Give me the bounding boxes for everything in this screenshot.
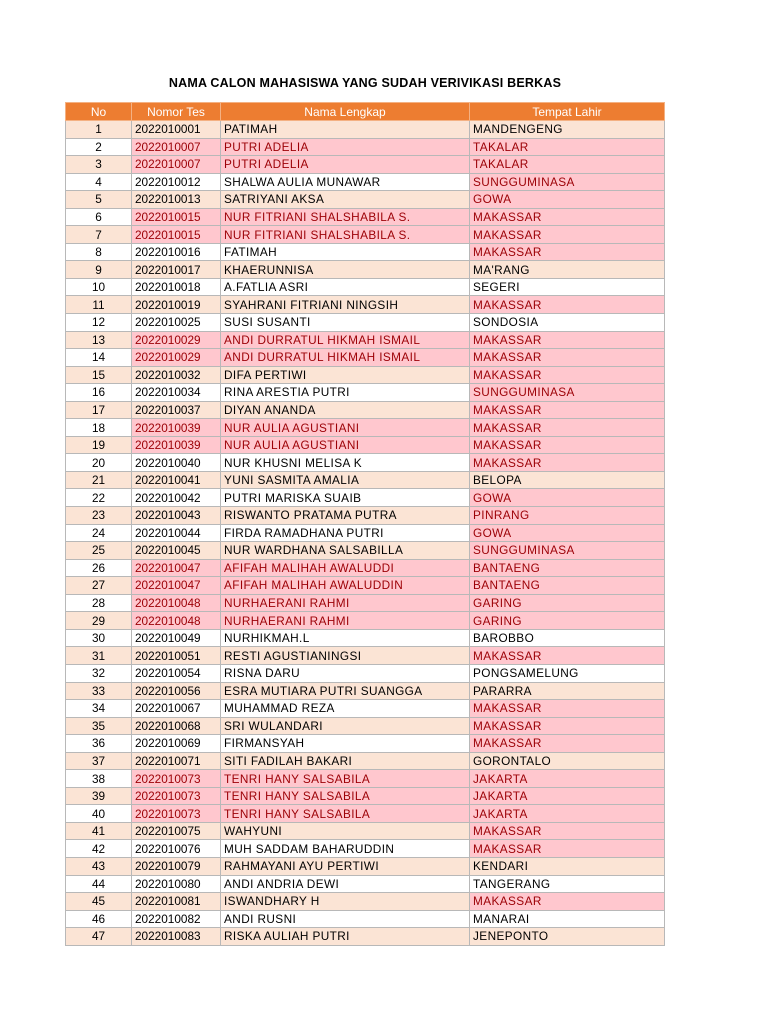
table-row [66, 910, 665, 928]
cell-no: 11 [66, 296, 132, 314]
cell-no: 34 [66, 700, 132, 718]
table-row [66, 612, 665, 630]
table-row [66, 875, 665, 893]
column-header-nama-lengkap: Nama Lengkap [221, 103, 470, 121]
cell-nama-lengkap: NUR KHUSNI MELISA K [221, 454, 470, 472]
cell-nomor-tes: 2022010056 [132, 682, 221, 700]
cell-nomor-tes: 2022010047 [132, 577, 221, 595]
cell-nama-lengkap: SRI WULANDARI [221, 717, 470, 735]
cell-tempat-lahir: MAKASSAR [470, 436, 665, 454]
cell-tempat-lahir: JAKARTA [470, 770, 665, 788]
table-row [66, 401, 665, 419]
cell-tempat-lahir: MAKASSAR [470, 296, 665, 314]
cell-nomor-tes: 2022010039 [132, 419, 221, 437]
cell-no: 43 [66, 857, 132, 875]
cell-nama-lengkap: DIYAN ANANDA [221, 401, 470, 419]
cell-tempat-lahir: MAKASSAR [470, 822, 665, 840]
cell-no: 24 [66, 524, 132, 542]
cell-nama-lengkap: RAHMAYANI AYU PERTIWI [221, 857, 470, 875]
cell-no: 12 [66, 314, 132, 332]
cell-no: 33 [66, 682, 132, 700]
cell-nomor-tes: 2022010019 [132, 296, 221, 314]
cell-no: 26 [66, 559, 132, 577]
cell-nomor-tes: 2022010029 [132, 331, 221, 349]
table-row [66, 524, 665, 542]
cell-tempat-lahir: GARING [470, 594, 665, 612]
cell-no: 35 [66, 717, 132, 735]
cell-tempat-lahir: MAKASSAR [470, 419, 665, 437]
cell-no: 3 [66, 156, 132, 174]
table-row [66, 419, 665, 437]
table-row [66, 156, 665, 174]
cell-tempat-lahir: GARING [470, 612, 665, 630]
cell-nomor-tes: 2022010037 [132, 401, 221, 419]
cell-nama-lengkap: RISKA AULIAH PUTRI [221, 928, 470, 946]
cell-no: 1 [66, 121, 132, 139]
table-row [66, 507, 665, 525]
cell-nomor-tes: 2022010049 [132, 629, 221, 647]
cell-nomor-tes: 2022010067 [132, 700, 221, 718]
cell-no: 8 [66, 243, 132, 261]
cell-tempat-lahir: MAKASSAR [470, 226, 665, 244]
cell-nomor-tes: 2022010081 [132, 893, 221, 911]
cell-nama-lengkap: RISWANTO PRATAMA PUTRA [221, 507, 470, 525]
cell-nomor-tes: 2022010075 [132, 822, 221, 840]
cell-nama-lengkap: AFIFAH MALIHAH AWALUDDIN [221, 577, 470, 595]
cell-nama-lengkap: PUTRI ADELIA [221, 138, 470, 156]
cell-nama-lengkap: RINA ARESTIA PUTRI [221, 384, 470, 402]
cell-tempat-lahir: MAKASSAR [470, 366, 665, 384]
column-header-tempat-lahir: Tempat Lahir [470, 103, 665, 121]
cell-no: 44 [66, 875, 132, 893]
table-row [66, 682, 665, 700]
cell-nomor-tes: 2022010007 [132, 156, 221, 174]
cell-tempat-lahir: MAKASSAR [470, 243, 665, 261]
table-row [66, 805, 665, 823]
table-row [66, 928, 665, 946]
cell-nama-lengkap: TENRI HANY SALSABILA [221, 805, 470, 823]
cell-tempat-lahir: GOWA [470, 191, 665, 209]
cell-no: 29 [66, 612, 132, 630]
cell-nama-lengkap: WAHYUNI [221, 822, 470, 840]
table-row [66, 243, 665, 261]
table-row [66, 735, 665, 753]
cell-tempat-lahir: MANDENGENG [470, 121, 665, 139]
table-row [66, 629, 665, 647]
column-header-no: No [66, 103, 132, 121]
column-header-nomor-tes: Nomor Tes [132, 103, 221, 121]
cell-tempat-lahir: TANGERANG [470, 875, 665, 893]
cell-nomor-tes: 2022010045 [132, 542, 221, 560]
table-row [66, 296, 665, 314]
cell-nomor-tes: 2022010047 [132, 559, 221, 577]
cell-nama-lengkap: SITI FADILAH BAKARI [221, 752, 470, 770]
cell-nama-lengkap: TENRI HANY SALSABILA [221, 787, 470, 805]
cell-no: 4 [66, 173, 132, 191]
table-row [66, 278, 665, 296]
cell-no: 27 [66, 577, 132, 595]
cell-nomor-tes: 2022010082 [132, 910, 221, 928]
cell-nama-lengkap: PATIMAH [221, 121, 470, 139]
cell-tempat-lahir: JENEPONTO [470, 928, 665, 946]
cell-nama-lengkap: MUHAMMAD REZA [221, 700, 470, 718]
table-row [66, 700, 665, 718]
table-row [66, 822, 665, 840]
cell-nama-lengkap: DIFA PERTIWI [221, 366, 470, 384]
cell-no: 18 [66, 419, 132, 437]
table-row [66, 770, 665, 788]
table-header-row [66, 103, 665, 121]
cell-tempat-lahir: SONDOSIA [470, 314, 665, 332]
cell-nomor-tes: 2022010043 [132, 507, 221, 525]
cell-nomor-tes: 2022010054 [132, 664, 221, 682]
cell-tempat-lahir: JAKARTA [470, 805, 665, 823]
table-row [66, 471, 665, 489]
cell-nama-lengkap: KHAERUNNISA [221, 261, 470, 279]
cell-tempat-lahir: MA'RANG [470, 261, 665, 279]
cell-tempat-lahir: KENDARI [470, 857, 665, 875]
cell-nomor-tes: 2022010016 [132, 243, 221, 261]
cell-no: 7 [66, 226, 132, 244]
cell-nama-lengkap: FIRMANSYAH [221, 735, 470, 753]
table-row [66, 138, 665, 156]
cell-no: 14 [66, 349, 132, 367]
table-row [66, 454, 665, 472]
cell-nama-lengkap: MUH SADDAM BAHARUDDIN [221, 840, 470, 858]
table-row [66, 559, 665, 577]
table-row [66, 436, 665, 454]
table-row [66, 366, 665, 384]
cell-nomor-tes: 2022010039 [132, 436, 221, 454]
cell-nomor-tes: 2022010017 [132, 261, 221, 279]
cell-nama-lengkap: NUR AULIA AGUSTIANI [221, 419, 470, 437]
cell-no: 40 [66, 805, 132, 823]
cell-tempat-lahir: GORONTALO [470, 752, 665, 770]
cell-nomor-tes: 2022010032 [132, 366, 221, 384]
cell-nama-lengkap: TENRI HANY SALSABILA [221, 770, 470, 788]
cell-no: 47 [66, 928, 132, 946]
table-row [66, 787, 665, 805]
cell-nomor-tes: 2022010042 [132, 489, 221, 507]
cell-tempat-lahir: SUNGGUMINASA [470, 173, 665, 191]
table-row [66, 226, 665, 244]
cell-nama-lengkap: NURHAERANI RAHMI [221, 612, 470, 630]
cell-nomor-tes: 2022010041 [132, 471, 221, 489]
cell-tempat-lahir: MAKASSAR [470, 893, 665, 911]
table-row [66, 331, 665, 349]
cell-nomor-tes: 2022010044 [132, 524, 221, 542]
cell-nomor-tes: 2022010073 [132, 805, 221, 823]
cell-no: 17 [66, 401, 132, 419]
cell-no: 5 [66, 191, 132, 209]
cell-nama-lengkap: ISWANDHARY H [221, 893, 470, 911]
cell-tempat-lahir: MAKASSAR [470, 735, 665, 753]
table-row [66, 121, 665, 139]
cell-tempat-lahir: MANARAI [470, 910, 665, 928]
cell-nama-lengkap: NUR WARDHANA SALSABILLA [221, 542, 470, 560]
table-row [66, 208, 665, 226]
cell-no: 41 [66, 822, 132, 840]
cell-no: 39 [66, 787, 132, 805]
cell-nama-lengkap: NURHIKMAH.L [221, 629, 470, 647]
page-title: NAMA CALON MAHASISWA YANG SUDAH VERIVIKASI BERKAS [168, 76, 562, 90]
cell-no: 46 [66, 910, 132, 928]
cell-no: 25 [66, 542, 132, 560]
cell-tempat-lahir: MAKASSAR [470, 454, 665, 472]
cell-tempat-lahir: JAKARTA [470, 787, 665, 805]
cell-no: 19 [66, 436, 132, 454]
cell-no: 42 [66, 840, 132, 858]
table-row [66, 261, 665, 279]
cell-nama-lengkap: ANDI DURRATUL HIKMAH ISMAIL [221, 349, 470, 367]
cell-no: 6 [66, 208, 132, 226]
cell-nomor-tes: 2022010048 [132, 594, 221, 612]
cell-tempat-lahir: BANTAENG [470, 559, 665, 577]
cell-no: 9 [66, 261, 132, 279]
cell-nama-lengkap: AFIFAH MALIHAH AWALUDDI [221, 559, 470, 577]
cell-no: 2 [66, 138, 132, 156]
cell-nomor-tes: 2022010076 [132, 840, 221, 858]
cell-no: 37 [66, 752, 132, 770]
cell-tempat-lahir: TAKALAR [470, 138, 665, 156]
cell-nomor-tes: 2022010068 [132, 717, 221, 735]
cell-nomor-tes: 2022010025 [132, 314, 221, 332]
cell-tempat-lahir: PINRANG [470, 507, 665, 525]
cell-nama-lengkap: NUR AULIA AGUSTIANI [221, 436, 470, 454]
table-row [66, 840, 665, 858]
cell-nama-lengkap: ANDI RUSNI [221, 910, 470, 928]
cell-nomor-tes: 2022010034 [132, 384, 221, 402]
cell-nama-lengkap: SYAHRANI FITRIANI NINGSIH [221, 296, 470, 314]
cell-tempat-lahir: MAKASSAR [470, 717, 665, 735]
table-row [66, 664, 665, 682]
cell-tempat-lahir: MAKASSAR [470, 401, 665, 419]
cell-nomor-tes: 2022010073 [132, 770, 221, 788]
cell-nomor-tes: 2022010001 [132, 121, 221, 139]
cell-tempat-lahir: SUNGGUMINASA [470, 542, 665, 560]
cell-nomor-tes: 2022010080 [132, 875, 221, 893]
cell-tempat-lahir: MAKASSAR [470, 208, 665, 226]
cell-tempat-lahir: MAKASSAR [470, 840, 665, 858]
table-row [66, 542, 665, 560]
cell-tempat-lahir: TAKALAR [470, 156, 665, 174]
table-row [66, 647, 665, 665]
cell-no: 36 [66, 735, 132, 753]
cell-tempat-lahir: BELOPA [470, 471, 665, 489]
cell-tempat-lahir: BANTAENG [470, 577, 665, 595]
cell-nama-lengkap: ANDI DURRATUL HIKMAH ISMAIL [221, 331, 470, 349]
cell-nomor-tes: 2022010048 [132, 612, 221, 630]
cell-no: 28 [66, 594, 132, 612]
cell-nama-lengkap: SUSI SUSANTI [221, 314, 470, 332]
cell-nama-lengkap: A.FATLIA ASRI [221, 278, 470, 296]
cell-no: 20 [66, 454, 132, 472]
table-row [66, 717, 665, 735]
cell-tempat-lahir: PONGSAMELUNG [470, 664, 665, 682]
cell-tempat-lahir: GOWA [470, 524, 665, 542]
table-row [66, 489, 665, 507]
cell-nomor-tes: 2022010079 [132, 857, 221, 875]
cell-no: 15 [66, 366, 132, 384]
table-row [66, 191, 665, 209]
table-row [66, 314, 665, 332]
cell-nomor-tes: 2022010012 [132, 173, 221, 191]
table-body [66, 121, 665, 946]
cell-no: 45 [66, 893, 132, 911]
cell-nomor-tes: 2022010015 [132, 208, 221, 226]
cell-nomor-tes: 2022010069 [132, 735, 221, 753]
cell-nomor-tes: 2022010007 [132, 138, 221, 156]
cell-nama-lengkap: SHALWA AULIA MUNAWAR [221, 173, 470, 191]
cell-nama-lengkap: RISNA DARU [221, 664, 470, 682]
table-row [66, 752, 665, 770]
cell-no: 32 [66, 664, 132, 682]
cell-tempat-lahir: MAKASSAR [470, 331, 665, 349]
cell-nama-lengkap: NUR FITRIANI SHALSHABILA S. [221, 208, 470, 226]
cell-no: 10 [66, 278, 132, 296]
cell-nama-lengkap: FIRDA RAMADHANA PUTRI [221, 524, 470, 542]
cell-tempat-lahir: SEGERI [470, 278, 665, 296]
table-row [66, 384, 665, 402]
cell-nama-lengkap: RESTI AGUSTIANINGSI [221, 647, 470, 665]
cell-nama-lengkap: YUNI SASMITA AMALIA [221, 471, 470, 489]
cell-nomor-tes: 2022010071 [132, 752, 221, 770]
table-row [66, 577, 665, 595]
cell-no: 23 [66, 507, 132, 525]
cell-nama-lengkap: SATRIYANI AKSA [221, 191, 470, 209]
cell-nomor-tes: 2022010073 [132, 787, 221, 805]
cell-nomor-tes: 2022010029 [132, 349, 221, 367]
cell-nomor-tes: 2022010015 [132, 226, 221, 244]
cell-no: 13 [66, 331, 132, 349]
cell-tempat-lahir: MAKASSAR [470, 700, 665, 718]
cell-nama-lengkap: FATIMAH [221, 243, 470, 261]
table-row [66, 857, 665, 875]
cell-nomor-tes: 2022010013 [132, 191, 221, 209]
cell-nomor-tes: 2022010018 [132, 278, 221, 296]
cell-tempat-lahir: MAKASSAR [470, 349, 665, 367]
cell-tempat-lahir: GOWA [470, 489, 665, 507]
cell-nomor-tes: 2022010040 [132, 454, 221, 472]
table-row [66, 594, 665, 612]
cell-nama-lengkap: PUTRI ADELIA [221, 156, 470, 174]
cell-no: 16 [66, 384, 132, 402]
cell-no: 31 [66, 647, 132, 665]
table-row [66, 173, 665, 191]
cell-tempat-lahir: PARARRA [470, 682, 665, 700]
cell-nomor-tes: 2022010083 [132, 928, 221, 946]
cell-nama-lengkap: ANDI ANDRIA DEWI [221, 875, 470, 893]
cell-no: 21 [66, 471, 132, 489]
cell-nama-lengkap: NURHAERANI RAHMI [221, 594, 470, 612]
table-row [66, 349, 665, 367]
cell-tempat-lahir: MAKASSAR [470, 647, 665, 665]
cell-nama-lengkap: NUR FITRIANI SHALSHABILA S. [221, 226, 470, 244]
verification-table [65, 102, 665, 946]
cell-nama-lengkap: PUTRI MARISKA SUAIB [221, 489, 470, 507]
cell-tempat-lahir: SUNGGUMINASA [470, 384, 665, 402]
cell-no: 22 [66, 489, 132, 507]
cell-nama-lengkap: ESRA MUTIARA PUTRI SUANGGA [221, 682, 470, 700]
cell-nomor-tes: 2022010051 [132, 647, 221, 665]
cell-no: 30 [66, 629, 132, 647]
cell-tempat-lahir: BAROBBO [470, 629, 665, 647]
table-row [66, 893, 665, 911]
cell-no: 38 [66, 770, 132, 788]
